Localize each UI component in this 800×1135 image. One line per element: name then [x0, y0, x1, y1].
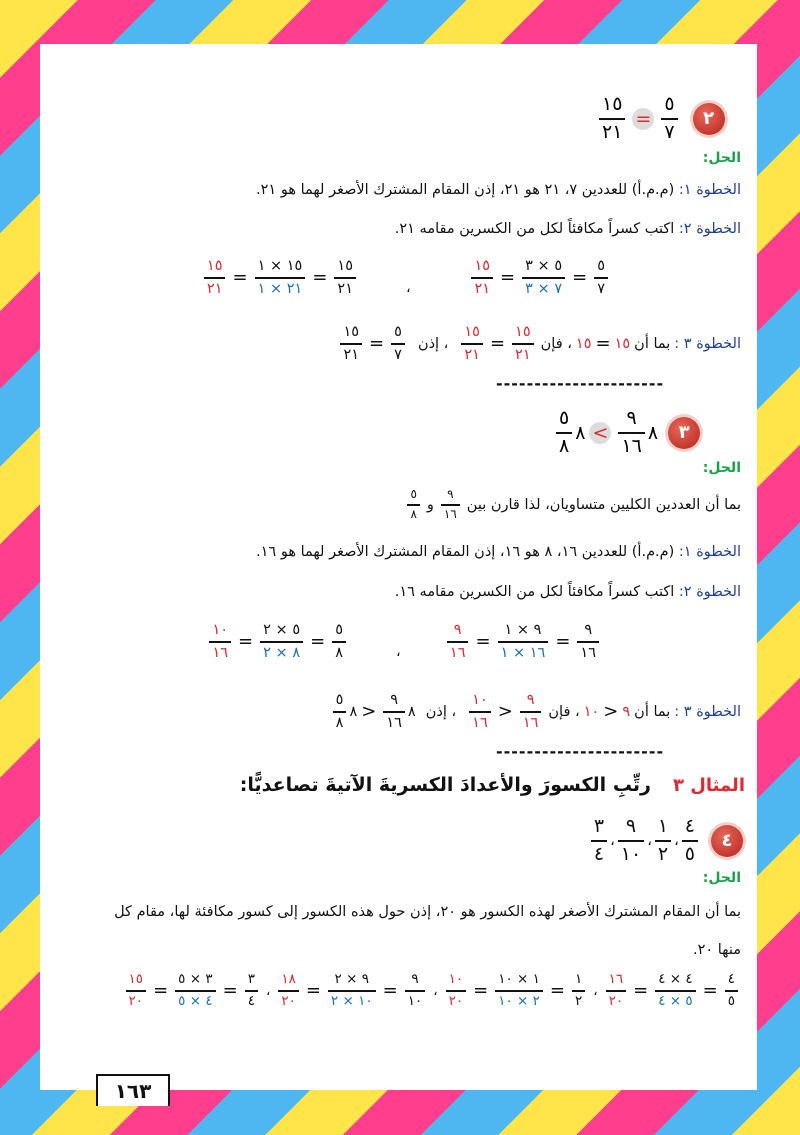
comma: ،: [433, 982, 438, 999]
fraction: $\frac{١}{٢}$: [655, 816, 671, 866]
answer-greater: >: [589, 422, 611, 444]
whole-number: ٨: [647, 421, 659, 444]
fraction: $\frac{٩}{١٠}$: [405, 972, 426, 1009]
equals-sign: =: [222, 980, 238, 1002]
problem-4-header: [588, 816, 743, 866]
value: ١٥: [614, 335, 631, 352]
problem-2-badge: ٢: [693, 103, 725, 135]
fraction: $\frac{٤ \times ٤}{٥ \times ٤}$: [655, 972, 695, 1009]
page-number: ١٦٣: [96, 1074, 170, 1106]
equals-sign: =: [312, 267, 328, 289]
fraction: $\frac{٩}{١٦}$: [577, 622, 599, 661]
fraction: $\frac{١٥}{٢١}$: [512, 324, 534, 363]
fraction: $\frac{٩}{١٦}$: [383, 692, 405, 731]
p4-text-line2: منها ٢٠.: [692, 942, 741, 958]
equals-sign: =: [702, 980, 718, 1002]
less-than-sign: <: [361, 701, 377, 723]
fraction: $\frac{١٠}{٢٠}$: [446, 972, 467, 1009]
equals-sign: =: [549, 980, 565, 1002]
equals-sign: =: [475, 631, 491, 653]
step-text: بما أن: [634, 335, 671, 352]
step-label: الخطوة ٣ :: [674, 703, 741, 720]
p3-intro: [404, 488, 741, 522]
intro-text: بما أن العددين الكليين متساويان، لذا قارن بين: [466, 496, 741, 513]
solution-label: الحل:: [702, 150, 741, 166]
p2-step3: [337, 324, 741, 363]
equals-sign: =: [305, 980, 321, 1002]
p3-step3: [330, 692, 741, 731]
example-label: المثال ٣: [673, 774, 745, 796]
p4-text-line1: بما أن المقام المشترك الأصغر لهذه الكسور هو ٢٠، إذن حول هذه الكسور إلى كسور مكافئة لها، مقام كل: [114, 904, 741, 920]
fraction: $\frac{٣}{٤}$: [591, 816, 607, 866]
equals-sign: =: [238, 631, 254, 653]
example-header: [240, 774, 745, 796]
less-than-sign: <: [497, 701, 513, 723]
comma: ،: [396, 644, 401, 660]
fraction: $\frac{٩}{١٦}$: [447, 622, 469, 661]
fraction: $\frac{٥}{٧}$: [661, 94, 677, 144]
fraction: $\frac{١}{٢}$: [572, 972, 585, 1009]
equals-sign: =: [153, 980, 169, 1002]
step-label: الخطوة ١:: [678, 544, 741, 560]
step-text: (م.م.أ) للعددين ٧، ٢١ هو ٢١، إذن المقام المشترك الأصغر لهما هو ٢١.: [256, 182, 675, 198]
p2-equiv-b: [201, 258, 359, 297]
fraction: $\frac{٥ \times ٢}{٨ \times ٢}$: [260, 622, 303, 661]
fraction: $\frac{٥}{٨}$: [556, 408, 572, 458]
comma: ،: [593, 982, 598, 999]
fraction: $\frac{١٥}{٢١}$: [204, 258, 226, 297]
fraction: $\frac{١٥}{٢١}$: [340, 324, 362, 363]
equals-sign: =: [595, 333, 611, 355]
step-label: الخطوة ٣ :: [674, 335, 741, 352]
step-text: اكتب كسراً مكافئاً لكل من الكسرين مقامه ١٦.: [394, 584, 675, 600]
whole-number: ٨: [349, 703, 358, 720]
fraction: $\frac{١٥}{٢١}$: [471, 258, 493, 297]
dashed-separator: ----------------------: [496, 742, 665, 761]
value: ١٠: [583, 703, 600, 720]
fraction: $\frac{١٥}{٢١}$: [334, 258, 356, 297]
equals-sign: =: [489, 333, 506, 355]
fraction: $\frac{٩ \times ٢}{١٠ \times ٢}$: [328, 972, 376, 1009]
value: ٩: [622, 703, 631, 720]
equals-sign: =: [633, 980, 649, 1002]
fraction: $\frac{١ \times ١٠}{٢ \times ١٠}$: [495, 972, 543, 1009]
example-title: رتِّبِ الكسورَ والأعدادَ الكسريةَ الآتيةَ تصاعديًّا:: [239, 774, 651, 796]
step-label: الخطوة ٢:: [678, 221, 741, 237]
step-text: بما أن: [634, 703, 671, 720]
step-text: ، إذن: [417, 335, 449, 352]
fraction: $\frac{٤}{٥}$: [725, 972, 738, 1009]
fraction: $\frac{٥}{٨}$: [333, 692, 347, 731]
fraction: $\frac{١٥}{٢١}$: [461, 324, 483, 363]
p3-equiv-a: [444, 622, 602, 661]
comma: ،: [265, 982, 271, 999]
fraction: $\frac{١٠}{١٦}$: [209, 622, 231, 661]
p2-equiv-a: [468, 258, 611, 297]
p2-step1: [256, 182, 741, 198]
solution-label: الحل:: [702, 870, 741, 886]
fraction: $\frac{٩}{١٦}$: [618, 408, 644, 458]
p4-conversions: [123, 972, 741, 1009]
whole-number: ٨: [407, 703, 416, 720]
fraction: $\frac{٥}{٧}$: [594, 258, 608, 297]
fraction: $\frac{١٨}{٢٠}$: [278, 972, 299, 1009]
and-word: و: [426, 496, 434, 513]
fraction: $\frac{١٥}{٢١}$: [599, 94, 625, 144]
fraction: $\frac{٩}{١٦}$: [441, 488, 460, 522]
fraction: $\frac{٥}{٧}$: [391, 324, 405, 363]
fraction: $\frac{٥}{٨}$: [407, 488, 419, 522]
problem-3-badge: ٣: [668, 417, 700, 449]
problem-4-badge: ٤: [711, 825, 743, 857]
value: ١٥: [575, 335, 592, 352]
page-sheet: [40, 44, 757, 1103]
step-label: الخطوة ٢:: [678, 584, 741, 600]
step-text: ، فإن: [540, 335, 572, 352]
whole-number: ٨: [575, 421, 586, 444]
comma: ،: [647, 832, 652, 849]
p3-step1: [256, 544, 741, 560]
fraction: $\frac{٩ \times ١}{١٦ \times ١}$: [498, 622, 549, 661]
step-text: ، إذن: [425, 703, 457, 720]
answer-equals: =: [632, 108, 654, 130]
p2-step2: [395, 221, 741, 237]
fraction: $\frac{١٠}{١٦}$: [469, 692, 491, 731]
solution-label: الحل:: [702, 460, 741, 476]
fraction: $\frac{٥}{٨}$: [332, 622, 346, 661]
step-text: ، فإن: [548, 703, 580, 720]
equals-sign: =: [572, 267, 588, 289]
equals-sign: =: [382, 980, 398, 1002]
equals-sign: =: [555, 631, 571, 653]
step-label: الخطوة ١:: [678, 182, 741, 198]
dashed-separator: ----------------------: [496, 374, 665, 393]
p3-equiv-b: [206, 622, 349, 661]
fraction: $\frac{١٦}{٢٠}$: [606, 972, 627, 1009]
p3-step2: [395, 584, 741, 600]
fraction: $\frac{٣}{٤}$: [245, 972, 258, 1009]
step-text: (م.م.أ) للعددين ١٦، ٨ هو ١٦، إذن المقام المشترك الأصغر لهما هو ١٦.: [256, 544, 675, 560]
problem-2-header: [596, 94, 725, 144]
fraction: $\frac{٩}{١٠}$: [618, 816, 644, 866]
comma: ،: [406, 280, 411, 296]
fraction: $\frac{١٥ \times ١}{٢١ \times ١}$: [255, 258, 306, 297]
fraction: $\frac{٩}{١٦}$: [520, 692, 542, 731]
fraction: $\frac{١٥}{٢٠}$: [126, 972, 147, 1009]
equals-sign: =: [473, 980, 489, 1002]
comma: ،: [674, 832, 679, 849]
fraction: $\frac{٤}{٥}$: [682, 816, 698, 866]
equals-sign: =: [500, 267, 516, 289]
fraction: $\frac{٥ \times ٣}{٧ \times ٣}$: [522, 258, 565, 297]
equals-sign: =: [310, 631, 326, 653]
comma: ،: [610, 832, 615, 849]
problem-3-header: [553, 408, 700, 458]
step-text: اكتب كسراً مكافئاً لكل من الكسرين مقامه ٢١.: [394, 221, 675, 237]
less-than-sign: <: [603, 701, 619, 723]
equals-sign: =: [232, 267, 248, 289]
equals-sign: =: [369, 333, 385, 355]
fraction: $\frac{٣ \times ٥}{٤ \times ٥}$: [175, 972, 215, 1009]
